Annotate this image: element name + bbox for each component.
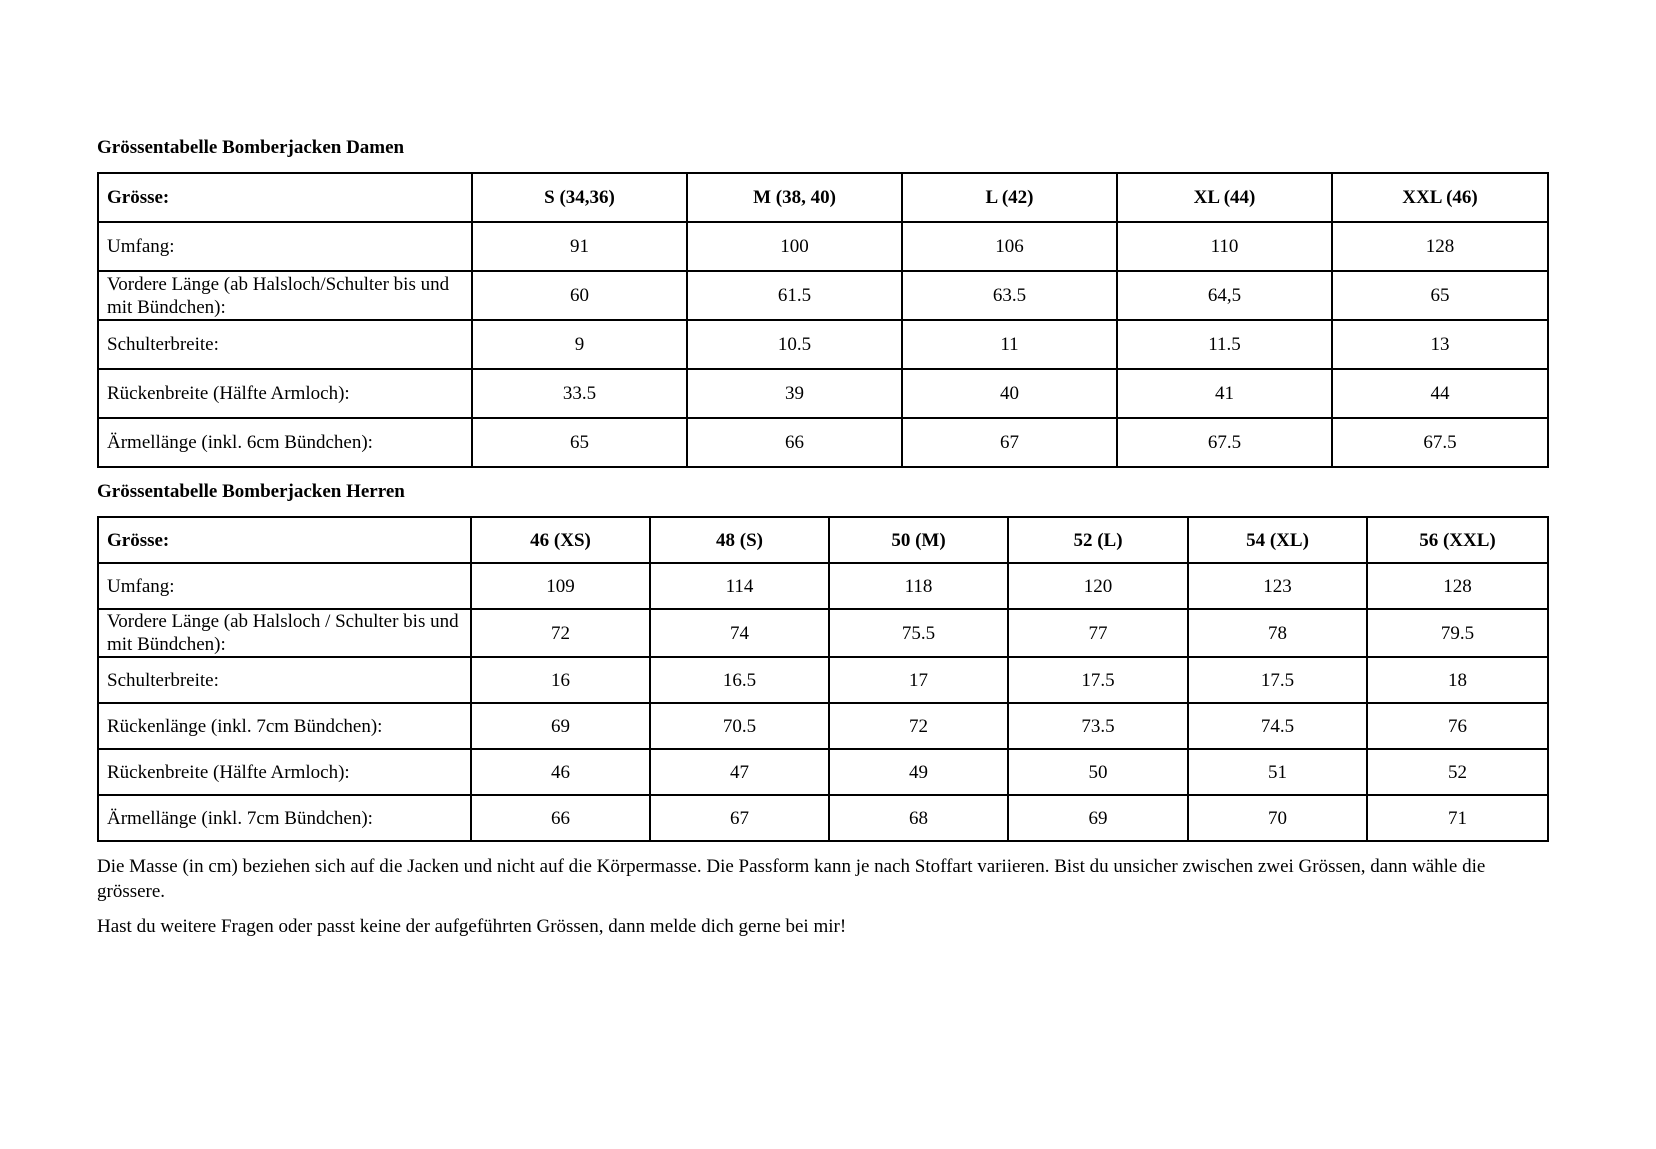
table-cell: 106 xyxy=(902,222,1117,271)
table-cell: 39 xyxy=(687,369,902,418)
table-cell: 61.5 xyxy=(687,271,902,320)
table-row xyxy=(98,563,1548,609)
table-cell: 128 xyxy=(1332,222,1548,271)
row-label: Ärmellänge (inkl. 6cm Bündchen): xyxy=(98,418,472,467)
table-cell: 9 xyxy=(472,320,687,369)
damen-size-table xyxy=(97,172,1549,468)
table-cell: 120 xyxy=(1008,563,1188,609)
row-label: Rückenlänge (inkl. 7cm Bündchen): xyxy=(98,703,471,749)
table-cell: 68 xyxy=(829,795,1008,841)
table-cell: 110 xyxy=(1117,222,1332,271)
row-label: Ärmellänge (inkl. 7cm Bündchen): xyxy=(98,795,471,841)
row-label: Schulterbreite: xyxy=(98,657,471,703)
table-row xyxy=(98,749,1548,795)
row-label: Vordere Länge (ab Halsloch/Schulter bis und mit Bündchen): xyxy=(98,271,472,320)
table-cell: 65 xyxy=(472,418,687,467)
table-cell: 17.5 xyxy=(1188,657,1367,703)
table-cell: 10.5 xyxy=(687,320,902,369)
header-cell: Grösse: xyxy=(98,517,471,563)
table-cell: 33.5 xyxy=(472,369,687,418)
table-cell: 100 xyxy=(687,222,902,271)
table-cell: 11 xyxy=(902,320,1117,369)
row-label: Schulterbreite: xyxy=(98,320,472,369)
table-cell: 41 xyxy=(1117,369,1332,418)
herren-table-title: Grössentabelle Bomberjacken Herren xyxy=(97,481,405,502)
table-row xyxy=(98,418,1548,467)
header-cell: 54 (XL) xyxy=(1188,517,1367,563)
header-cell: L (42) xyxy=(902,173,1117,222)
table-cell: 123 xyxy=(1188,563,1367,609)
header-cell: 50 (M) xyxy=(829,517,1008,563)
table-cell: 72 xyxy=(829,703,1008,749)
table-cell: 67 xyxy=(902,418,1117,467)
header-cell: XXL (46) xyxy=(1332,173,1548,222)
table-cell: 118 xyxy=(829,563,1008,609)
table-cell: 77 xyxy=(1008,609,1188,657)
table-cell: 71 xyxy=(1367,795,1548,841)
table-cell: 50 xyxy=(1008,749,1188,795)
table-cell: 47 xyxy=(650,749,829,795)
table-cell: 128 xyxy=(1367,563,1548,609)
table-cell: 64,5 xyxy=(1117,271,1332,320)
header-cell: 46 (XS) xyxy=(471,517,650,563)
table-cell: 13 xyxy=(1332,320,1548,369)
table-cell: 16 xyxy=(471,657,650,703)
header-cell: Grösse: xyxy=(98,173,472,222)
table-cell: 70.5 xyxy=(650,703,829,749)
table-cell: 67 xyxy=(650,795,829,841)
measurement-note: Die Masse (in cm) beziehen sich auf die Jacken und nicht auf die Körpermasse. Die Passform kann je nach Stoffart variieren. Bist du unsicher zwischen zwei Grössen, dann wähle die grössere. xyxy=(97,856,1486,902)
table-cell: 11.5 xyxy=(1117,320,1332,369)
table-row xyxy=(98,609,1548,657)
table-cell: 74.5 xyxy=(1188,703,1367,749)
table-cell: 67.5 xyxy=(1332,418,1548,467)
header-cell: M (38, 40) xyxy=(687,173,902,222)
table-cell: 17 xyxy=(829,657,1008,703)
table-cell: 70 xyxy=(1188,795,1367,841)
table-cell: 78 xyxy=(1188,609,1367,657)
row-label: Vordere Länge (ab Halsloch / Schulter bis und mit Bündchen): xyxy=(98,609,471,657)
header-cell: 52 (L) xyxy=(1008,517,1188,563)
table-row xyxy=(98,320,1548,369)
table-cell: 91 xyxy=(472,222,687,271)
table-cell: 40 xyxy=(902,369,1117,418)
damen-table-title: Grössentabelle Bomberjacken Damen xyxy=(97,137,405,158)
table-cell: 73.5 xyxy=(1008,703,1188,749)
table-cell: 72 xyxy=(471,609,650,657)
table-cell: 114 xyxy=(650,563,829,609)
table-row xyxy=(98,222,1548,271)
table-cell: 18 xyxy=(1367,657,1548,703)
contact-note: Hast du weitere Fragen oder passt keine der aufgeführten Grössen, dann melde dich gerne bei mir! xyxy=(97,916,847,937)
table-cell: 76 xyxy=(1367,703,1548,749)
header-cell: 48 (S) xyxy=(650,517,829,563)
row-label: Umfang: xyxy=(98,563,471,609)
row-label: Rückenbreite (Hälfte Armloch): xyxy=(98,369,472,418)
herren-size-table xyxy=(97,516,1549,842)
table-cell: 69 xyxy=(1008,795,1188,841)
table-cell: 75.5 xyxy=(829,609,1008,657)
table-cell: 66 xyxy=(687,418,902,467)
table-cell: 66 xyxy=(471,795,650,841)
table-row xyxy=(98,369,1548,418)
table-row xyxy=(98,271,1548,320)
table-cell: 51 xyxy=(1188,749,1367,795)
table-cell: 69 xyxy=(471,703,650,749)
table-header-row xyxy=(98,517,1548,563)
row-label: Umfang: xyxy=(98,222,472,271)
table-cell: 74 xyxy=(650,609,829,657)
table-cell: 109 xyxy=(471,563,650,609)
table-cell: 17.5 xyxy=(1008,657,1188,703)
row-label: Rückenbreite (Hälfte Armloch): xyxy=(98,749,471,795)
table-row xyxy=(98,703,1548,749)
table-header-row xyxy=(98,173,1548,222)
table-cell: 16.5 xyxy=(650,657,829,703)
table-row xyxy=(98,657,1548,703)
table-cell: 63.5 xyxy=(902,271,1117,320)
table-cell: 44 xyxy=(1332,369,1548,418)
size-chart-document xyxy=(97,136,1547,949)
table-cell: 49 xyxy=(829,749,1008,795)
table-cell: 65 xyxy=(1332,271,1548,320)
table-cell: 46 xyxy=(471,749,650,795)
header-cell: 56 (XXL) xyxy=(1367,517,1548,563)
table-cell: 79.5 xyxy=(1367,609,1548,657)
header-cell: XL (44) xyxy=(1117,173,1332,222)
table-cell: 52 xyxy=(1367,749,1548,795)
table-cell: 60 xyxy=(472,271,687,320)
table-row xyxy=(98,795,1548,841)
table-cell: 67.5 xyxy=(1117,418,1332,467)
header-cell: S (34,36) xyxy=(472,173,687,222)
